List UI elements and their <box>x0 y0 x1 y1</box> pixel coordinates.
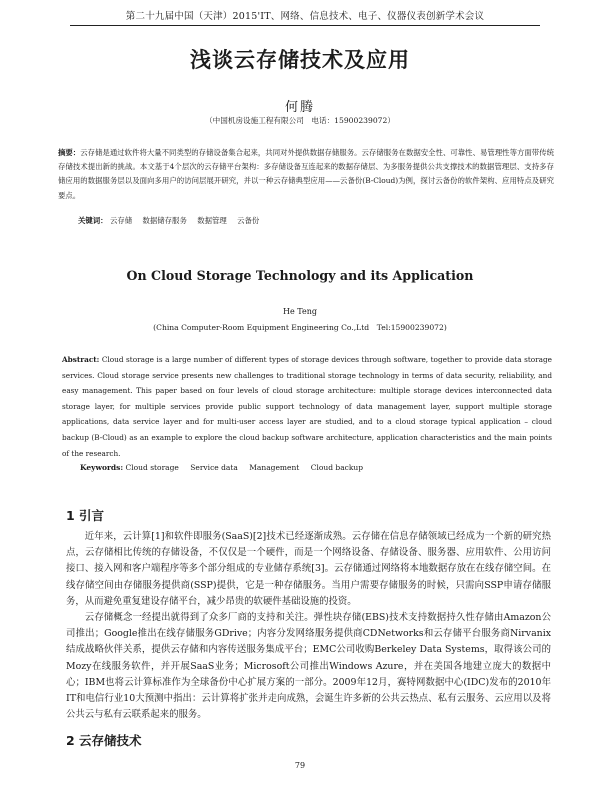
keyword-en: Cloud backup <box>310 463 364 472</box>
paragraph: 近年来，云计算[1]和软件即服务(SaaS)[2]技术已经逐渐成熟。云存储在信息存储领域已经成为一个新的研究热点，云存储相比传统的存储设备，不仅仅是一个硬件，而是一个网络设备、存储设备、服务器、应用软件、公用访问接口、接入网和客户端程序等多个部分组成的专业储存系统[3]。云存储通过网络将本地数据存放在在线存储空间。在线存储空间由存储服务提供商(SSP)提供，它是一种存储服务。当用户需要存储服务的时候，只需向SSP申请存储服务，从而避免重复建设存储平台，减少昂贵的软硬件基础设施的投资。 <box>66 531 551 607</box>
abstract-zh <box>58 146 554 203</box>
paper-title-en: On Cloud Storage Technology and its Application <box>126 268 474 283</box>
keywords-en-label: Keywords: <box>80 463 124 472</box>
abstract-en-text: Cloud storage is a large number of different types of storage devices through software, together to provide data storage services. Cloud storage service presents new challenges to traditional storage technology in terms of data security, reliability, and easy management. This paper based on four levels of cloud storage architecture: multiple storage devices interconnected data storage layer, for multiple services provide public support technology of data management layer, support multiple storage applications, data service layer and for multi-user access layer are studied, and to a cloud storage typical application – cloud backup (B-Cloud) as an example to explore the cloud backup software architecture, application characteristics and the main points of the research. <box>62 355 552 458</box>
paper-title-zh: 浅谈云存储技术及应用 <box>190 48 410 72</box>
keywords-en <box>80 463 550 472</box>
keyword-zh: 数据储存服务 <box>142 216 187 225</box>
author-en: He Teng <box>283 307 317 316</box>
author-zh: 何腾 <box>284 100 315 115</box>
keyword-zh: 云存储 <box>109 216 133 225</box>
affiliation-en: (China Computer-Room Equipment Engineering Co.,Ltd Tel:15900239072) <box>153 323 447 332</box>
conference-header: 第二十九届中国（天津）2015'IT、网络、信息技术、电子、仪器仪表创新学术会议 <box>70 8 540 26</box>
introduction-body <box>66 529 551 723</box>
abstract-zh-label: 摘要： <box>58 148 81 157</box>
keyword-en: Management <box>249 463 300 472</box>
keyword-en: Cloud storage <box>125 463 179 472</box>
abstract-en <box>62 352 552 461</box>
section-heading-introduction: 1 引言 <box>66 508 105 523</box>
keyword-zh: 云备份 <box>237 216 260 225</box>
abstract-zh-text: 云存储是通过软件将大量不同类型的存储设备集合起来，共同对外提供数据存储服务。云存储服务在数据安全性、可靠性、易管理性等方面带传统存储技术提出新的挑战。本文基于4个层次的云存储平台架构：多存储设备互连起来的数据存储层、为多服务提供公共支撑技术的数据管理层、支持多存储应用的数据服务层以及面向多用户的访问层展开研究，并以一种云存储典型应用——云备份(B-Cloud)为例，探讨云备份的软件架构、应用特点及研究要点。 <box>58 148 554 200</box>
affiliation-zh: （中国机房设施工程有限公司 电话：15900239072） <box>205 116 395 125</box>
page-number: 79 <box>294 761 306 770</box>
keywords-zh-label: 关键词： <box>78 216 108 225</box>
paragraph: 云存储概念一经提出就得到了众多厂商的支持和关注。弹性块存储(EBS)技术支持数据持久性存储由Amazon公司推出；Google推出在线存储服务GDrive；内容分发网络服务提供商CDNetworks和云存储平台服务商Nirvanix结成战略伙伴关系，提供云存储和内容传送服务集成平台；EMC公司收购Berkeley Data Systems，取得该公司的Mozy在线服务软件，并开展SaaS业务；Microsoft公司推出Windows Azure，并在美国各地建立庞大的数据中心；IBM也将云计算标准作为全球备份中心扩展方案的一部分。2009年12月，赛特网数据中心(IDC)发布的2010年IT和电信行业10大预测中指出：云计算将扩张并走向成熟，会诞生许多新的公共云热点、私有云服务、云应用以及将公共云与私有云联系起来的服务。 <box>66 612 551 721</box>
keyword-en: Service data <box>190 463 238 472</box>
abstract-en-label: Abstract: <box>62 355 100 364</box>
section-heading-cloud-storage: 2 云存储技术 <box>66 733 142 748</box>
keyword-zh: 数据管理 <box>197 216 227 225</box>
keywords-zh <box>78 215 548 226</box>
